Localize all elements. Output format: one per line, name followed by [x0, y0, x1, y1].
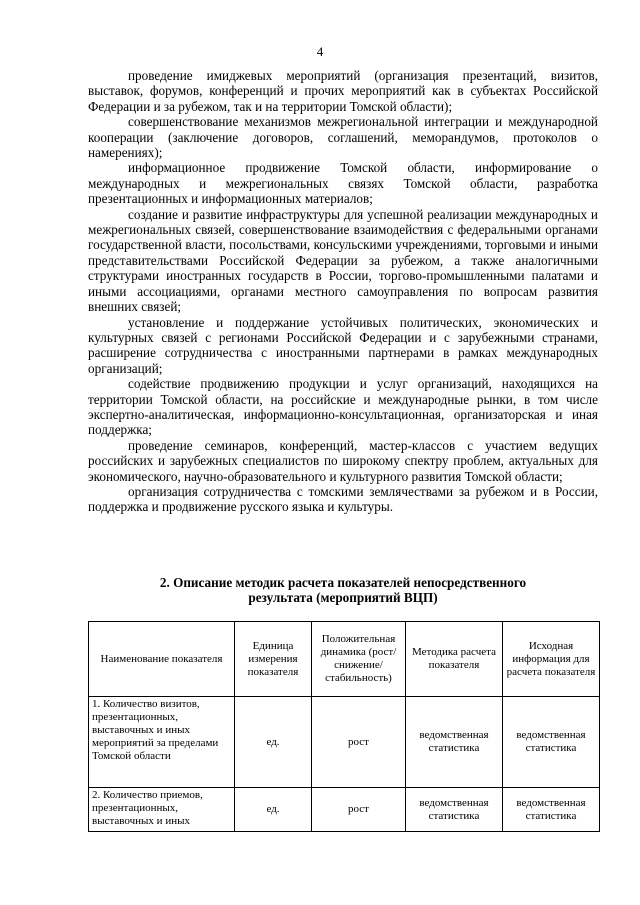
header-method: Методика расчета показателя: [406, 622, 503, 697]
body-text: [88, 68, 598, 515]
indicator-name-cell: 1. Количество визитов, презентационных, выставочных и иных мероприятий за пределами Томской области: [89, 697, 235, 788]
header-unit: Единица измерения показателя: [235, 622, 312, 697]
dynamics-cell: рост: [312, 788, 406, 832]
section-title: [88, 575, 598, 606]
indicators-table: [88, 621, 600, 832]
header-indicator-name: Наименование показателя: [89, 622, 235, 697]
header-dynamics: Положительная динамика (рост/ снижение/ стабильность): [312, 622, 406, 697]
paragraph: установление и поддержание устойчивых политических, экономических и культурных связей с регионами Российской Федерации и с зарубежными странами, расширение сотрудничества с иностранными партнерами в рамках международных организаций;: [88, 314, 598, 376]
method-cell: ведомственная статистика: [406, 788, 503, 832]
table-row: [89, 788, 600, 832]
table-header-row: [89, 622, 600, 697]
paragraph: информационное продвижение Томской области, информирование о международных и межрегиональных связях Томской области, разработка презентационных и информационных материалов;: [88, 160, 598, 207]
dynamics-cell: рост: [312, 697, 406, 788]
paragraph: проведение имиджевых мероприятий (организация презентаций, визитов, выставок, форумов, конференций и прочих мероприятий как в субъектах Российской Федерации и за рубежом, так и на территории Томской области);: [88, 68, 598, 114]
paragraph: содействие продвижению продукции и услуг организаций, находящихся на территории Томской области, на российские и международные рынки, в том числе экспертно-аналитическая, информационно-консультационная, организаторская и иная поддержка;: [88, 376, 598, 438]
unit-cell: ед.: [235, 788, 312, 832]
section-title-line-1: 2. Описание методик расчета показателей непосредственного: [159, 575, 527, 590]
source-cell: ведомственная статистика: [503, 697, 600, 788]
source-cell: ведомственная статистика: [503, 788, 600, 832]
table-row: [89, 697, 600, 788]
section-title-line-2: результата (мероприятий ВЦП): [248, 590, 438, 606]
paragraph: создание и развитие инфраструктуры для успешной реализации международных и межрегиональных связей, совершенствование взаимодействия с федеральными органами государственной власти, посольствами, консульскими учреждениями, торговыми и иными представительствами Российской Федерации за рубежом, а также аналогичными структурами иностранных государств в России, торгово-промышленными палатами и иными ассоциациями, органами местного самоуправления по вопросам развития внешних связей;: [88, 206, 598, 315]
paragraph: совершенствование механизмов межрегиональной интеграции и международной кооперации (заключение договоров, соглашений, меморандумов, протоколов о намерениях);: [88, 114, 598, 161]
indicator-name-cell: [89, 788, 235, 832]
paragraph: организация сотрудничества с томскими землячествами за рубежом и в России, поддержка и продвижение русского языка и культуры.: [88, 483, 598, 515]
indicator-name-text: 2. Количество приемов, презентационных, выставочных и иных: [92, 789, 203, 826]
method-cell: ведомственная статистика: [406, 697, 503, 788]
paragraph: проведение семинаров, конференций, мастер-классов с участием ведущих российских и зарубежных специалистов по широкому спектру проблем, актуальных для экономического, научно-образовательного и культурного развития Томской области;: [88, 437, 598, 484]
unit-cell: ед.: [235, 697, 312, 788]
header-source: Исходная информация для расчета показателя: [503, 622, 600, 697]
page-number: 4: [316, 44, 324, 59]
